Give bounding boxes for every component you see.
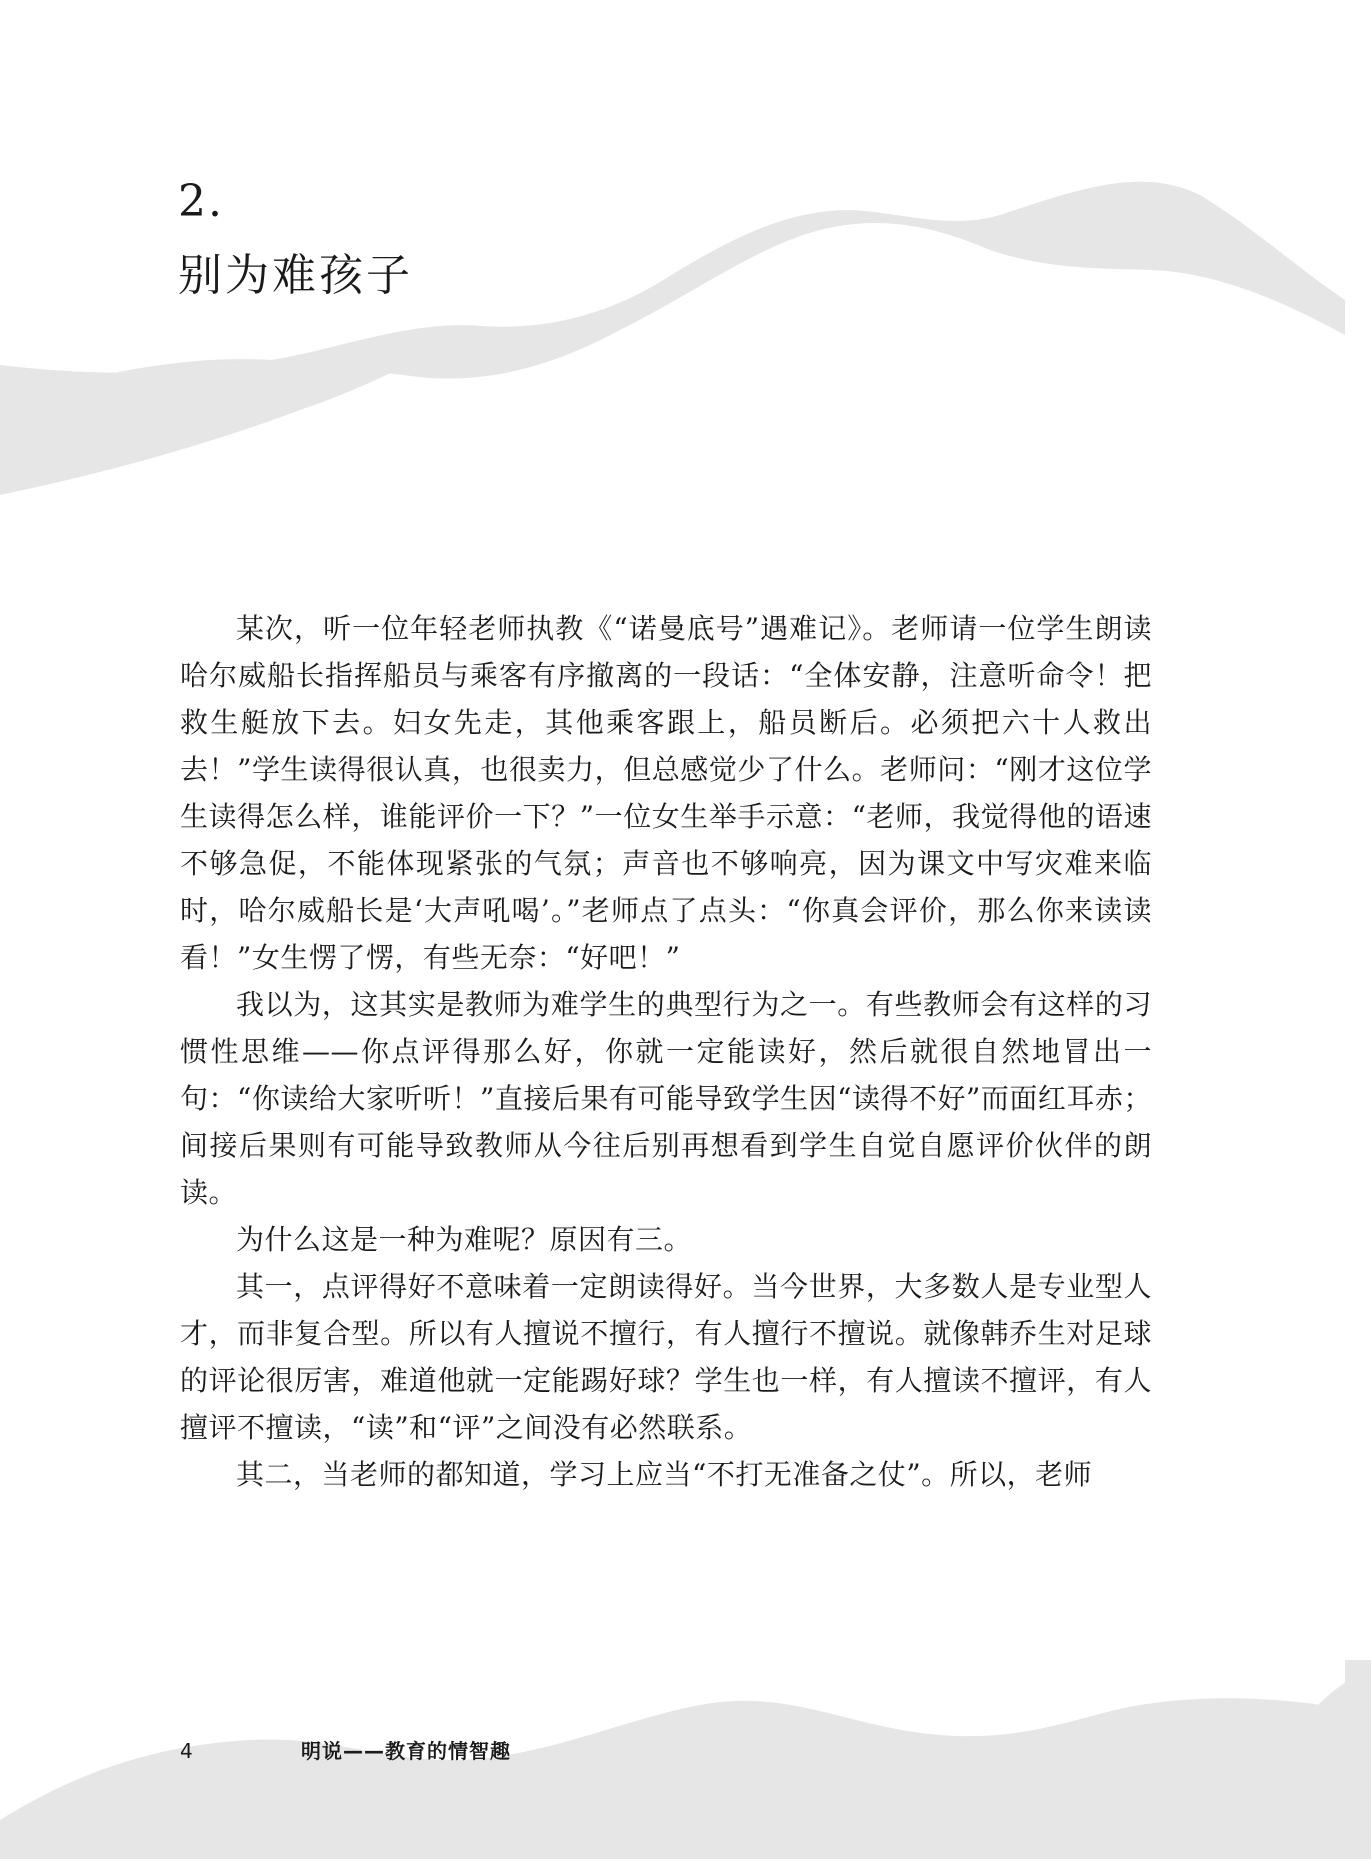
top-wave-left-tail	[0, 325, 480, 495]
page-footer	[0, 1737, 1371, 1767]
chapter-title: 别为难孩子	[178, 250, 413, 301]
paragraph: 其二，当老师的都知道，学习上应当“不打无准备之仗”。所以，老师	[236, 1458, 1093, 1491]
bottom-wave-shape	[0, 1698, 1350, 1859]
body-text	[180, 605, 1152, 1498]
chapter-number: 2.	[178, 176, 224, 227]
paragraph: 为什么这是一种为难呢？原因有三。	[236, 1223, 693, 1256]
running-title: 明说——教育的情智趣	[301, 1739, 511, 1763]
paragraph: 其一，点评得好不意味着一定朗读得好。当今世界，大多数人是专业型人才，而非复合型。所以有人擅说不擅行，有人擅行不擅说。就像韩乔生对足球的评论很厉害，难道他就一定能踢好球？学生也一样，有人擅读不擅评，有人擅评不擅读，“读”和“评”之间没有必然联系。	[180, 1270, 1152, 1444]
paragraph: 我以为，这其实是教师为难学生的典型行为之一。有些教师会有这样的习惯性思维——你点评得那么好，你就一定能读好，然后就很自然地冒出一句：“你读给大家听听！”直接后果有可能导致学生因“读得不好”而面红耳赤；间接后果则有可能导致教师从今往后别再想看到学生自觉自愿评价伙伴的朗读。	[180, 988, 1152, 1209]
page-number: 4	[180, 1739, 193, 1763]
paragraph: 某次，听一位年轻老师执教《“诺曼底号”遇难记》。老师请一位学生朗读哈尔威船长指挥船员与乘客有序撤离的一段话：“全体安静，注意听命令！把救生艇放下去。妇女先走，其他乘客跟上，船员断后。必须把六十人救出去！”学生读得很认真，也很卖力，但总感觉少了什么。老师问：“刚才这位学生读得怎么样，谁能评价一下？”一位女生举手示意：“老师，我觉得他的语速不够急促，不能体现紧张的气氛；声音也不够响亮，因为课文中写灾难来临时，哈尔威船长是‘大声吼喝’。”老师点了点头：“你真会评价，那么你来读读看！”女生愣了愣，有些无奈：“好吧！”	[180, 612, 1152, 974]
